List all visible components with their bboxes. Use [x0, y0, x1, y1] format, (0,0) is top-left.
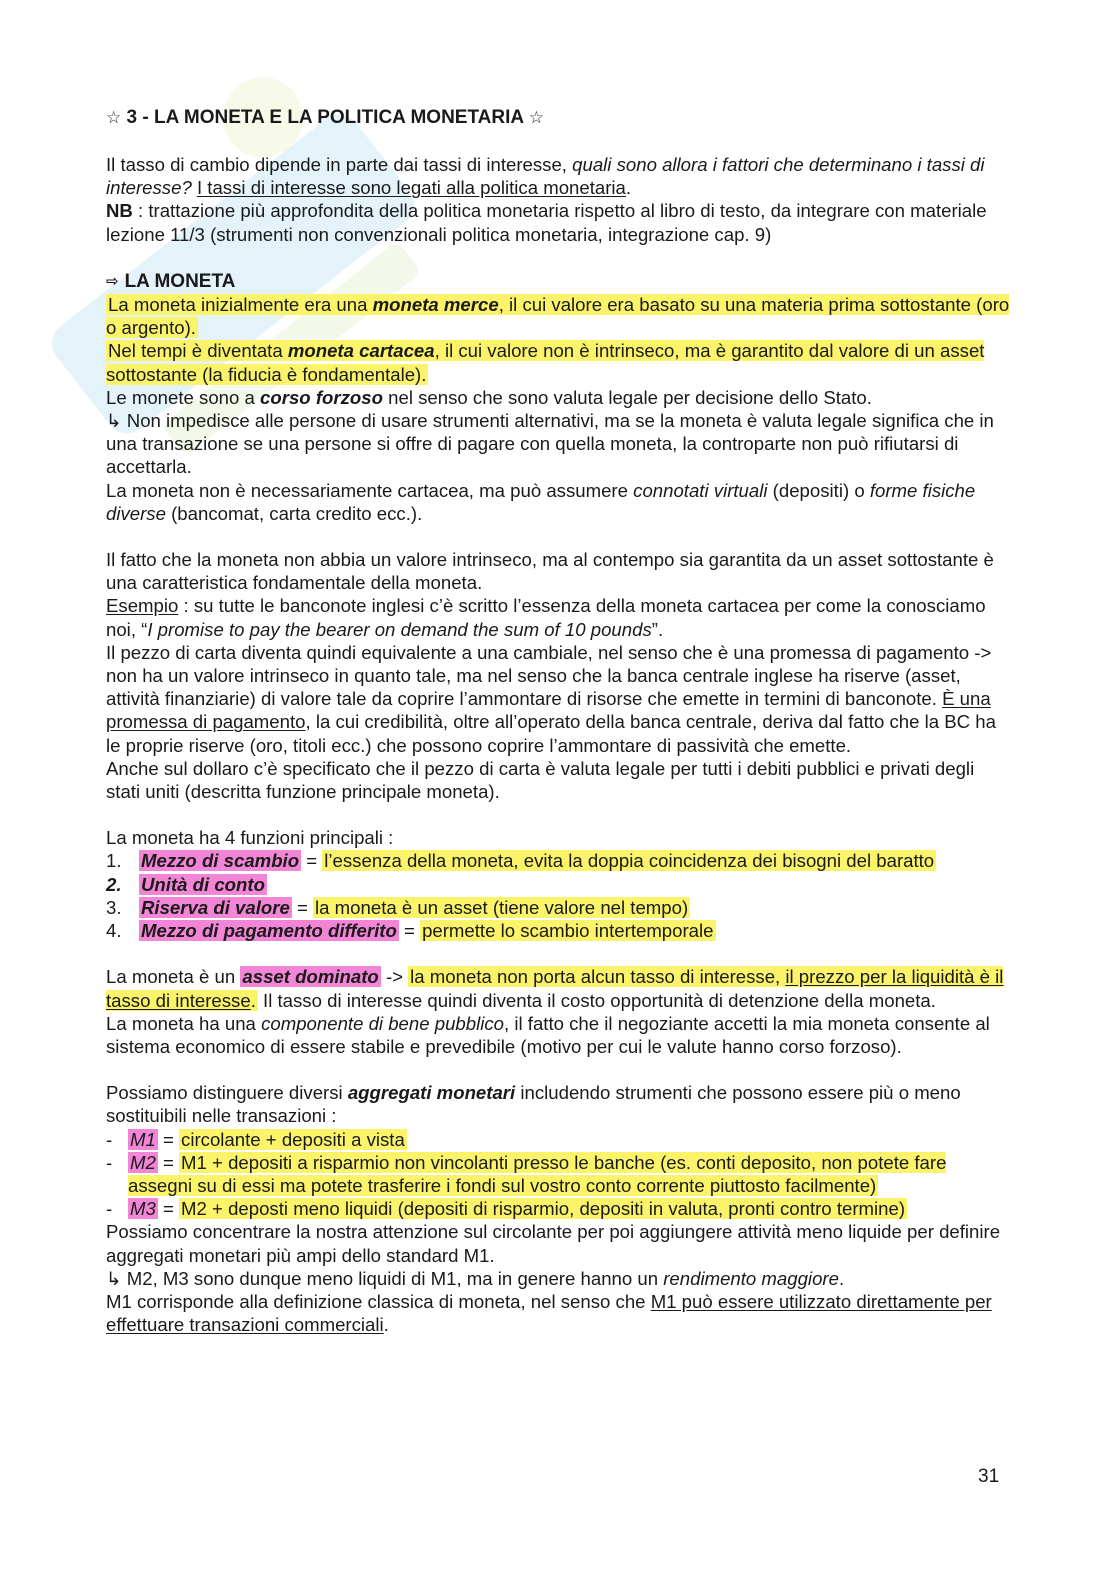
- functions-list: [106, 849, 1011, 942]
- paragraph-rendimento: ↳ M2, M3 sono dunque meno liquidi di M1, ma in genere hanno un rendimento maggiore.: [106, 1267, 845, 1289]
- paragraph-aggregati: Possiamo distinguere diversi aggregati monetari includendo strumenti che possono essere più o meno sostituibili nelle transazioni :: [106, 1082, 961, 1127]
- paragraph-bene-pubblico: La moneta ha una componente di bene pubblico, il fatto che il negoziante accetti la mia moneta consente al sistema economico di essere stabile e prevedibile (motivo per cui le valute hanno corso forzoso).: [106, 1012, 990, 1057]
- list-item: - M3 = M2 + deposti meno liquidi (depositi di risparmio, depositi in valuta, pronti contro termine): [106, 1198, 906, 1220]
- hook-arrow-icon: ↳: [106, 410, 122, 432]
- list-item: - M2 = M1 + depositi a risparmio non vincolanti presso le banche (es. conti deposito, non potete fare assegni su di essi ma potete trasferire i fondi sul vostro conto corrente piuttosto facilmente): [106, 1151, 947, 1196]
- star-icon: ☆: [106, 108, 122, 128]
- page-title: ☆ 3 - LA MONETA E LA POLITICA MONETARIA ☆: [106, 107, 544, 128]
- paragraph-asset-dominato: La moneta è un asset dominato -> la moneta non porta alcun tasso di interesse, il prezzo per la liquidità è il tasso di interesse. Il tasso di interesse quindi diventa il costo opportunità di detenzione della moneta.: [106, 966, 1004, 1011]
- arrow-right-icon: ⇨: [106, 271, 119, 290]
- section-heading: ⇨ LA MONETA: [106, 270, 236, 292]
- list-item: 3. Riserva di valore = la moneta è un asset (tiene valore nel tempo): [106, 896, 689, 918]
- paragraph-circolante: Possiamo concentrare la nostra attenzione sul circolante per poi aggiungere attività meno liquide per definire aggregati monetari più ampi dello standard M1.: [106, 1221, 1001, 1266]
- paragraph-m1: M1 corrisponde alla definizione classica di moneta, nel senso che M1 può essere utilizzato direttamente per effettuare transazioni commerciali.: [106, 1290, 992, 1336]
- list-item: 1. Mezzo di scambio = l’essenza della moneta, evita la doppia coincidenza dei bisogni del baratto: [106, 850, 935, 872]
- paragraph-corso-forzoso: Le monete sono a corso forzoso nel senso che sono valuta legale per decisione dello Stato.: [106, 386, 872, 408]
- functions-intro: La moneta ha 4 funzioni principali :: [106, 827, 394, 849]
- paragraph-cambiale: Il pezzo di carta diventa quindi equivalente a una cambiale, nel senso che è una promessa di pagamento -> non ha un valore intrinseco in quanto tale, ma nel senso che la banca centrale inglese ha riserve (asset, attività finanziarie) di valore tale da coprire l’ammontare di risorse che emette in termini di banconote. È una promessa di pagamento, la cui credibilità, oltre all’operato della banca centrale, deriva dal fatto che la BC ha le proprie riserve (oro, titoli ecc.) che possono coprire l’ammontare di passività che emette.: [106, 641, 996, 756]
- paragraph-esempio: Esempio : su tutte le banconote inglesi c’è scritto l’essenza della moneta cartacea per come la conosciamo noi, “I promise to pay the bearer on demand the sum of 10 pounds”.: [106, 595, 986, 640]
- list-item: 4. Mezzo di pagamento differito = permette lo scambio intertemporale: [106, 920, 714, 942]
- star-icon: ☆: [528, 108, 544, 128]
- paragraph-moneta-cartacea: Nel tempi è diventata moneta cartacea, il cui valore non è intrinseco, ma è garantito dal valore di un asset sottostante (la fiducia è fondamentale).: [106, 340, 985, 385]
- paragraph-virtuale: La moneta non è necessariamente cartacea, ma può assumere connotati virtuali (depositi) o forme fisiche diverse (bancomat, carta credito ecc.).: [106, 479, 976, 524]
- intro-paragraph: Il tasso di cambio dipende in parte dai tassi di interesse, quali sono allora i fattori che determinano i tassi di interesse? I tassi di interesse sono legati alla politica monetaria.: [106, 154, 985, 199]
- page-number: 31: [978, 1466, 1000, 1487]
- aggregates-list: [106, 1128, 1011, 1221]
- paragraph-moneta-merce: La moneta inizialmente era una moneta merce, il cui valore era basato su una materia prima sottostante (oro o argento).: [106, 294, 1010, 339]
- list-item: - M1 = circolante + depositi a vista: [106, 1128, 405, 1150]
- hook-arrow-icon: ↳: [106, 1267, 122, 1289]
- document-page: [106, 106, 1011, 1336]
- paragraph-dollaro: Anche sul dollaro c’è specificato che il pezzo di carta è valuta legale per tutti i debiti pubblici e privati degli stati uniti (descritta funzione principale moneta).: [106, 757, 975, 803]
- paragraph-valuta-legale: ↳ Non impedisce alle persone di usare strumenti alternativi, ma se la moneta è valuta legale significa che in una transazione se una persone si offre di pagare con quella moneta, la controparte non può rifiutarsi di accettarla.: [106, 410, 994, 478]
- nb-paragraph: NB : trattazione più approfondita della politica monetaria rispetto al libro di testo, da integrare con materiale lezione 11/3 (strumenti non convenzionali politica monetaria, integrazione cap. 9): [106, 200, 987, 245]
- list-item: 2. Unità di conto: [106, 873, 265, 895]
- paragraph-valore-intrinseco: Il fatto che la moneta non abbia un valore intrinseco, ma al contempo sia garantita da un asset sottostante è una caratteristica fondamentale della moneta.: [106, 549, 994, 594]
